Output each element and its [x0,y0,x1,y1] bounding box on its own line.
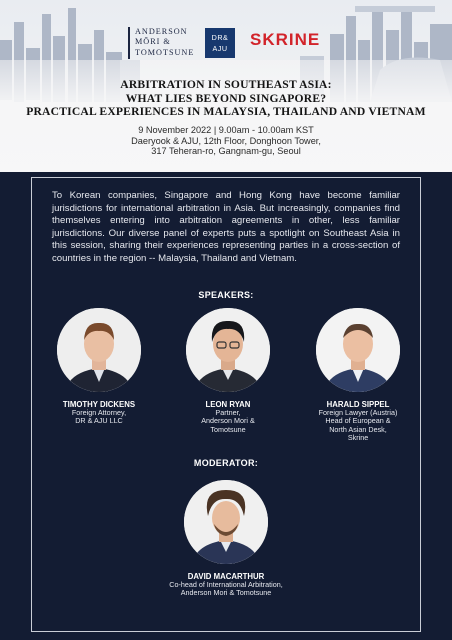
speaker-name: TIMOTHY DICKENS [62,400,136,409]
event-title [0,78,452,119]
speaker-photo [316,308,400,392]
event-datetime: 9 November 2022 | 9.00am - 10.00am KST [138,125,314,135]
speaker-card [288,308,428,443]
title-line: WHAT LIES BEYOND SINGAPORE? [125,91,327,105]
intro-paragraph: To Korean companies, Singapore and Hong Kong have become familiar jurisdictions for international arbitration in Asia. But increasingly, companies find themselves entering into arbitration agreements in other, less familiar jurisdictions. Our diverse panel of experts puts a spotlight on Southeast Asia in this session, sharing their experiences representing parties in a cross-section of countries in the region -- Malaysia, Thailand and Vietnam. [52,190,400,264]
moderator-name: DAVID MACARTHUR [187,572,265,581]
speaker-card [29,308,169,426]
speaker-role: Foreign Attorney, DR & AJU LLC [71,408,127,426]
speaker-name: HARALD SIPPEL [326,400,390,409]
dr-aju-logo: DR& AJU [205,28,235,58]
event-venue: 317 Teheran-ro, Gangnam-gu, Seoul [151,146,301,157]
skrine-logo: SKRINE [250,30,321,49]
moderator-role: Co-head of International Arbitration, Anderson Mori & Tomotsune [169,580,283,598]
speaker-role: Foreign Lawyer (Austria) Head of European & North Asian Desk, Skrine [318,408,398,443]
speaker-name: LEON RYAN [205,400,251,409]
moderator-heading: MODERATOR: [193,458,259,468]
header-banner [0,0,452,172]
title-line: PRACTICAL EXPERIENCES IN MALAYSIA, THAILAND AND VIETNAM [26,105,426,119]
event-details [0,125,452,157]
speaker-photo [57,308,141,392]
speaker-card [158,308,298,434]
speaker-photo [186,308,270,392]
event-venue: Daeryook & AJU, 12th Floor, Donghoon Tower, [131,135,321,146]
speakers-heading: SPEAKERS: [198,290,254,300]
moderator-card [156,480,296,598]
sponsor-logos [0,26,452,60]
moderator-photo [184,480,268,564]
anderson-mori-tomotsune-logo: ANDERSON MŌRI & TOMOTSUNE [128,27,192,59]
speaker-role: Partner, Anderson Mori & Tomotsune [201,408,255,434]
title-line: ARBITRATION IN SOUTHEAST ASIA: [120,78,332,91]
